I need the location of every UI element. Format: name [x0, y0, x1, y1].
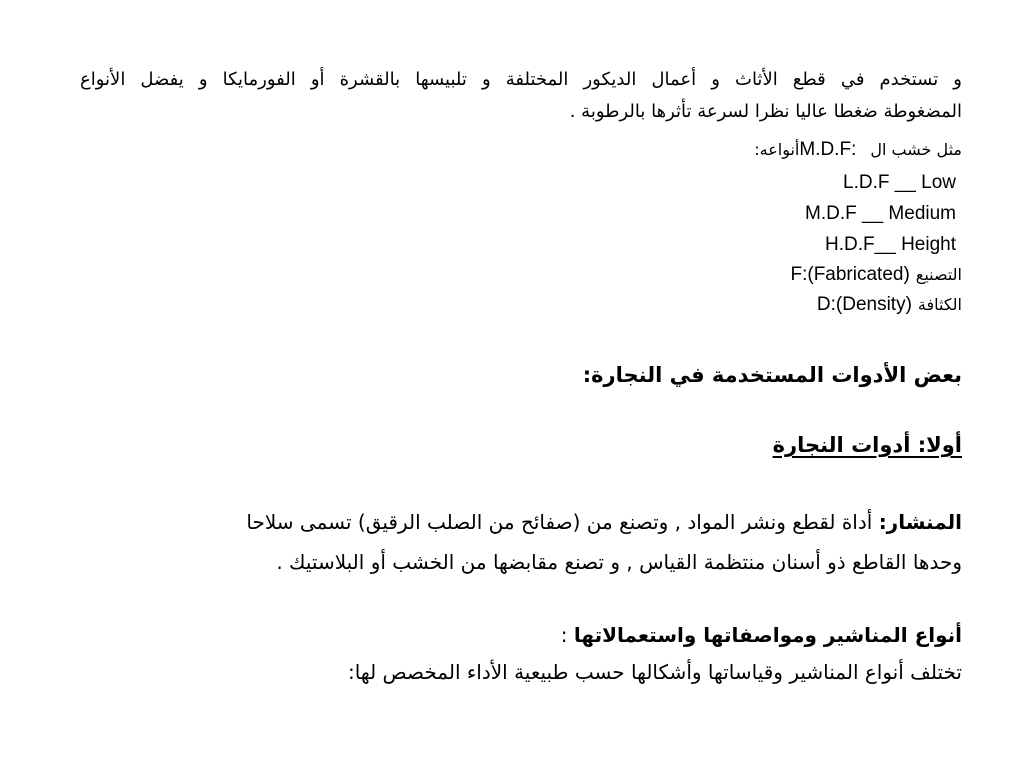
saw-line-1 — [246, 507, 962, 537]
density-latin: D:(Density) — [816, 294, 912, 315]
saw-types-heading — [561, 620, 962, 650]
saw-line-2: وحدها القاطع ذو أسنان منتظمة القياس , و تصنع مقابضها من الخشب أو البلاستيك . — [276, 550, 962, 574]
tools-heading: بعض الأدوات المستخدمة في النجارة: — [582, 363, 962, 387]
types-line-arabic-label: أنواعه: — [754, 140, 800, 159]
saw-term: المنشار: — [878, 510, 962, 534]
types-line-latin: M.D.F: — [799, 139, 857, 160]
saw-types-heading-colon: : — [560, 623, 574, 647]
types-line-arabic: مثل خشب ال — [870, 140, 962, 159]
intro-line-2: المضغوطة ضغطا عاليا نظرا لسرعة تأثرها بالرطوبة . — [569, 101, 962, 122]
saw-types-text: تختلف أنواع المناشير وقياساتها وأشكالها حسب طبيعية الأداء المخصص لها: — [348, 660, 962, 684]
fabricated-arabic: التصنيع — [915, 265, 962, 284]
saw-types-heading-text: أنواع المناشير ومواصفاتها واستعمالاتها — [573, 623, 962, 647]
grade-high: H.D.F__ Height — [825, 234, 956, 255]
density-line — [817, 290, 962, 320]
grade-medium: M.D.F __ Medium — [805, 203, 956, 224]
first-heading: أولا: أدوات النجارة — [772, 433, 962, 457]
intro-line-1: و تستخدم في قطع الأثاث و أعمال الديكور المختلفة و تلبيسها بالقشرة أو الفورمايكا و يفضل الأنواع — [80, 69, 962, 90]
density-arabic: الكثافة — [917, 295, 962, 314]
saw-definition: أداة لقطع ونشر المواد , وتصنع من (صفائح من الصلب الرقيق) تسمى سلاحا — [246, 510, 879, 534]
types-line — [754, 135, 962, 165]
fabricated-latin: F:(Fabricated) — [790, 264, 910, 285]
fabricated-line — [790, 260, 962, 290]
grade-low: L.D.F __ Low — [843, 172, 956, 193]
